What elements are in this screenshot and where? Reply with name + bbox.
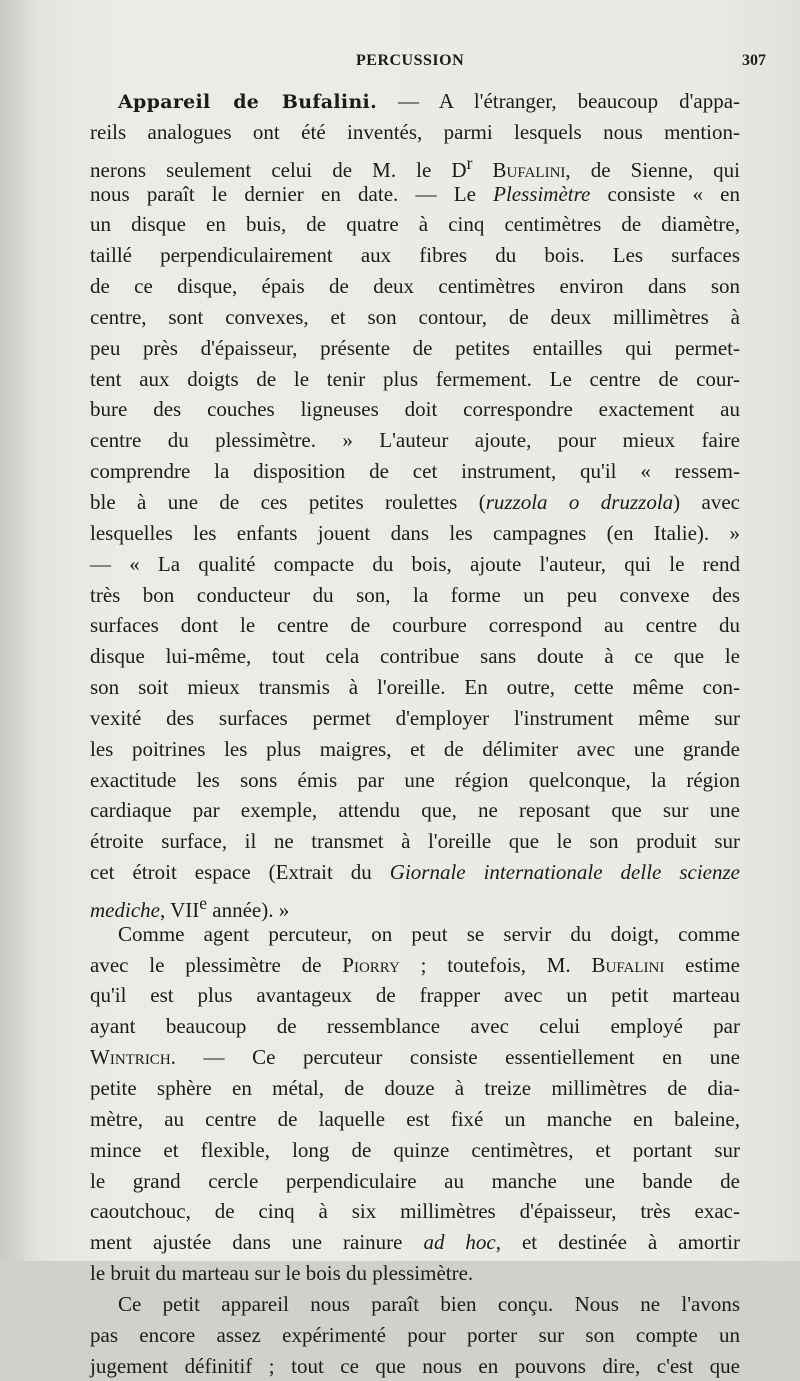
text-line: centre du plessimètre. » L'auteur ajoute, pour mieux faire	[90, 428, 740, 453]
text-line: petite sphère en métal, de douze à treize millimètres de dia-	[90, 1076, 740, 1100]
text-span: ; toutefois, M.	[399, 952, 592, 977]
text-line: le bruit du marteau sur le bois du plessimètre.	[90, 1261, 474, 1286]
text-span: , VII	[159, 897, 200, 922]
text-line: qu'il est plus avantageux de frapper avec un petit marteau	[90, 983, 740, 1008]
text-line	[90, 86, 740, 117]
text-line: surfaces dont le centre de courbure correspond au centre du	[90, 613, 740, 638]
text-line: étroite surface, il ne transmet à l'oreille que le son produit sur	[90, 829, 740, 854]
author-name: Bufalini	[591, 952, 665, 977]
text-line	[90, 148, 741, 182]
author-name: Piorry	[342, 952, 400, 977]
text-line: de ce disque, épais de deux centimètres environ dans son	[90, 274, 740, 299]
text-line: vexité des surfaces permet d'employer l'instrument même sur	[90, 705, 740, 730]
text-line: jugement définitif ; tout ce que nous en pouvons dire, c'est que	[90, 1353, 740, 1378]
text-line	[90, 1042, 740, 1073]
text-span: estime	[664, 952, 740, 977]
text-line: ayant beaucoup de ressemblance avec celui employé par	[90, 1014, 740, 1039]
italic-term: ruzzola o druzzola	[485, 489, 674, 514]
text-span: nous paraît le dernier en date. — Le	[90, 181, 494, 206]
text-line	[90, 888, 740, 922]
text-span: avec le plessimètre de	[90, 952, 343, 977]
text-span: année). »	[207, 897, 290, 922]
text-line: peu près d'épaisseur, présente de petites entailles qui permet-	[90, 335, 740, 360]
text-line: pas encore assez expérimenté pour porter sur son compte un	[90, 1322, 740, 1347]
section-heading: Appareil de Bufalini.	[118, 91, 377, 113]
italic-title: mediche	[90, 897, 160, 922]
superscript: r	[466, 152, 473, 173]
text-line: tent aux doigts de le tenir plus fermement. Le centre de cour-	[90, 366, 740, 391]
running-head	[0, 52, 800, 76]
text-span: cet étroit espace (Extrait du	[90, 860, 390, 885]
text-line: taillé perpendiculairement aux fibres du bois. Les surfaces	[90, 243, 740, 268]
text-line	[90, 950, 740, 981]
text-line: les poitrines les plus maigres, et de délimiter avec une grande	[90, 736, 740, 761]
italic-term: Plessimètre	[493, 181, 591, 206]
text-span: consiste « en	[590, 181, 740, 206]
superscript: e	[199, 892, 208, 913]
text-span: ble à une de ces petites roulettes (	[90, 489, 486, 514]
italic-term: ad hoc	[423, 1230, 496, 1255]
text-line: très bon conducteur du son, la forme un peu convexe des	[90, 582, 740, 607]
text-line: Comme agent percuteur, on peut se servir du doigt, comme	[118, 921, 740, 946]
text-span: ) avec	[673, 489, 741, 514]
text-line	[90, 857, 740, 888]
text-line: caoutchouc, de cinq à six millimètres d'épaisseur, très exac-	[90, 1199, 740, 1224]
author-name: Wintrich	[90, 1045, 171, 1070]
author-name: Bufalini	[472, 157, 566, 182]
text-span: , et destinée à amortir	[495, 1230, 740, 1255]
text-line: un disque en buis, de quatre à cinq centimètres de diamètre,	[90, 212, 740, 237]
text-span: — A l'étranger, beaucoup d'appa-	[377, 89, 741, 113]
text-line: lesquelles les enfants jouent dans les campagnes (en Italie). »	[90, 520, 740, 545]
italic-title: Giornale internationale delle scienze	[389, 860, 740, 885]
text-line: exactitude les sons émis par une région quelconque, la région	[90, 767, 740, 792]
text-line: comprendre la disposition de cet instrument, qu'il « ressem-	[90, 459, 740, 484]
text-line: disque lui-même, tout cela contribue sans doute à ce que le	[90, 644, 740, 669]
text-line: Ce petit appareil nous paraît bien conçu. Nous ne l'avons	[118, 1291, 740, 1316]
text-line: centre, sont convexes, et son contour, de deux millimètres à	[90, 304, 740, 329]
body-text	[90, 86, 740, 1381]
text-line: cardiaque par exemple, attendu que, ne reposant que sur une	[90, 798, 740, 823]
text-line: son soit mieux transmis à l'oreille. En outre, cette même con-	[90, 675, 740, 700]
text-line	[90, 487, 740, 518]
text-line: mince et flexible, long de quinze centimètres, et portant sur	[90, 1137, 740, 1162]
text-line: reils analogues ont été inventés, parmi lesquels nous mention-	[90, 119, 740, 144]
running-head-title: PERCUSSION	[356, 52, 465, 69]
text-line: — « La qualité compacte du bois, ajoute l'auteur, qui le rend	[90, 551, 740, 576]
text-span: ment ajustée dans une rainure	[90, 1230, 424, 1255]
text-line	[90, 179, 740, 210]
page-number: 307	[742, 52, 766, 69]
text-span: , de Sienne, qui	[565, 157, 741, 182]
text-line	[90, 1227, 740, 1258]
text-line: mètre, au centre de laquelle est fixé un manche en baleine,	[90, 1106, 740, 1131]
text-span: nerons seulement celui de M. le D	[90, 157, 467, 182]
text-line: bure des couches ligneuses doit correspondre exactement au	[90, 397, 740, 422]
text-span: . — Ce percuteur consiste essentiellement en une	[170, 1045, 740, 1070]
text-line: le grand cercle perpendiculaire au manche une bande de	[90, 1168, 740, 1193]
